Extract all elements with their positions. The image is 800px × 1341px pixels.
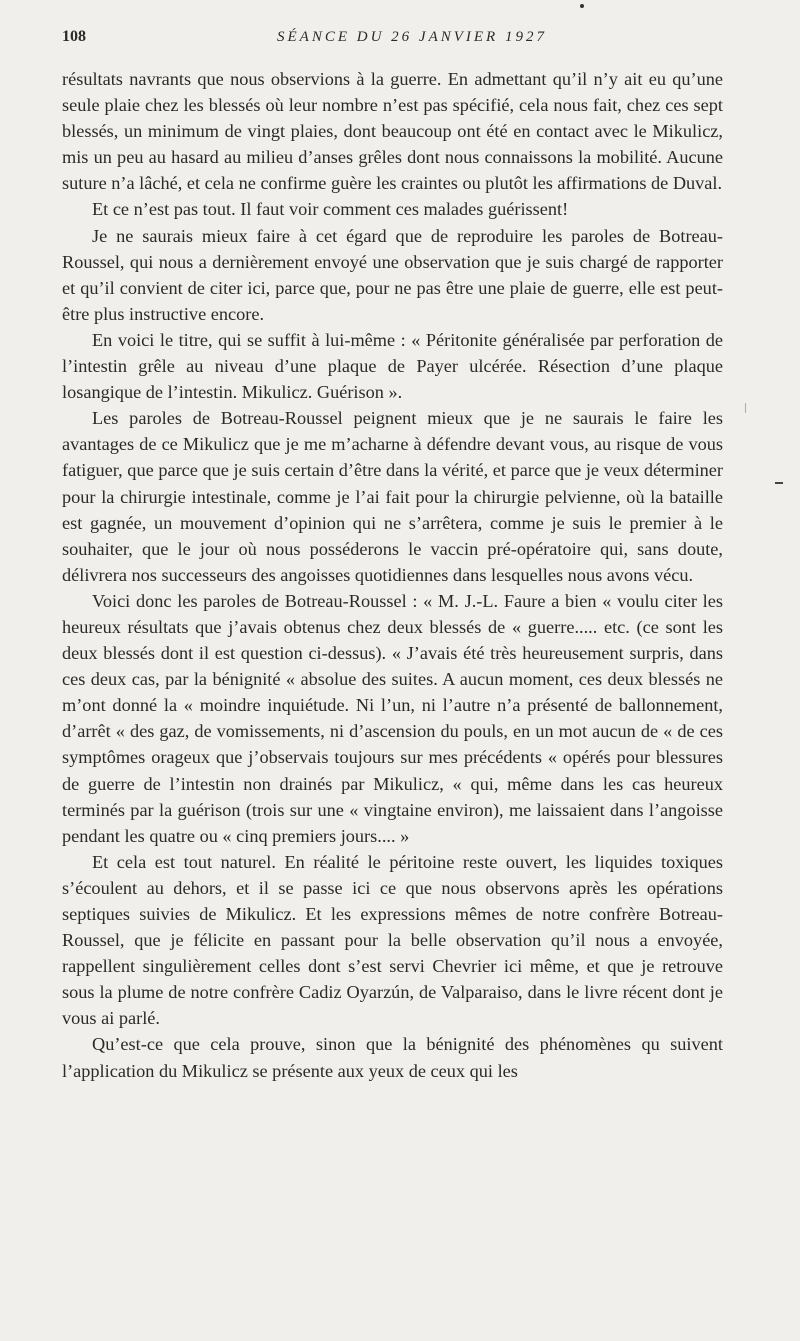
paragraph-1: résultats navrants que nous observions à la guerre. En admettant qu’il n’y ait eu qu’une seule plaie chez les blessés où leur nombre n’est pas spécifié, cela nous fait, chez ces sept blessés, un minimum de vingt plaies, dont beaucoup ont été en contact avec le Mikulicz, mis un peu au hasard au milieu d’anses grêles dont nous connaissons la mobilité. Aucune suture n’a lâché, et cela ne confirme guère les craintes ou plutôt les affirmations de Duval. bbox=[62, 69, 723, 194]
margin-mark bbox=[745, 403, 746, 413]
paragraph-4: En voici le titre, qui se suffit à lui-même : « Péritonite généralisée par perforation de l’intestin grêle au niveau d’une plaque de Payer ulcérée. Résection d’une plaque losangique de l’intestin. Mikulicz. Guérison ». bbox=[62, 329, 723, 403]
running-title: SÉANCE DU 26 JANVIER 1927 bbox=[277, 29, 547, 45]
paragraph-5: Les paroles de Botreau-Roussel peignent mieux que je ne saurais le faire les avantages de ce Mikulicz que je me m’acharne à défendre devant vous, au risque de vous fatiguer, que parce que je suis certain d’être dans la vérité, et parce que je veux déterminer pour la chirurgie intestinale, comme je l’ai fait pour la chirurgie pelvienne, où la bataille est gagnée, un mouvement d’opinion qui ne s’arrêtera, comme je suis le premier à le souhaiter, que le jour où nous posséderons le vaccin pré-opératoire qui, sans doute, délivrera nos successeurs des angoisses quotidiennes dans lesquelles nous avons vécu. bbox=[62, 408, 723, 585]
paragraph-3: Je ne saurais mieux faire à cet égard que de reproduire les paroles de Botreau-Roussel, qui nous a dernièrement envoyé une observation que je suis chargé de rapporter et qu’il convient de citer ici, parce que, pour ne pas être une plaie de guerre, elle est peut-être plus instructive encore. bbox=[62, 225, 723, 324]
ink-speck bbox=[580, 4, 584, 8]
paragraph-6-quotation: Voici donc les paroles de Botreau-Roussel : « M. J.-L. Faure a bien « voulu citer les heureux résultats que j’avais obtenus chez deux blessés de « guerre..... etc. (ce sont les deux blessés dont il est question ci-dessus). « J’avais été très heureusement surpris, dans ces deux cas, par la bénignité « absolue des suites. A aucun moment, ces deux blessés ne m’ont donné la « moindre inquiétude. Ni l’un, ni l’autre n’a présenté de ballonnement, d’arrêt « des gaz, de vomissements, ni d’ascension du pouls, en un mot aucun de « de ces symptômes orageux que j’observais toujours sur mes précédents « opérés pour blessures de guerre de l’intestin non drainés par Mikulicz, « qui, même dans les cas heureux terminés par la guérison (trois sur une « vingtaine environ), me laissaient dans l’angoisse pendant les quatre ou « cinq premiers jours.... » bbox=[62, 590, 723, 846]
paragraph-2: Et ce n’est pas tout. Il faut voir comment ces malades guérissent! bbox=[92, 199, 569, 220]
paragraph-7: Et cela est tout naturel. En réalité le péritoine reste ouvert, les liquides toxiques s’écoulent au dehors, et il se passe ici ce que nous observons après les opérations septiques suivies de Mikulicz. Et les expressions mêmes de notre confrère Botreau-Roussel, que je félicite en passant pour la belle observation qu’il nous a envoyée, rappellent singulièrement celles dont s’est servi Chevrier ici même, et que je retrouve sous la plume de notre confrère Cadiz Oyarzún, de Valparaiso, dans le livre récent dont je vous ai parlé. bbox=[62, 851, 723, 1029]
page-number: 108 bbox=[62, 28, 86, 45]
margin-dash bbox=[775, 482, 783, 484]
body-text bbox=[62, 66, 723, 1084]
paragraph-8: Qu’est-ce que cela prouve, sinon que la bénignité des phénomènes qu suivent l’application du Mikulicz se présente aux yeux de ceux qui les bbox=[62, 1034, 723, 1081]
page-header bbox=[62, 28, 762, 52]
